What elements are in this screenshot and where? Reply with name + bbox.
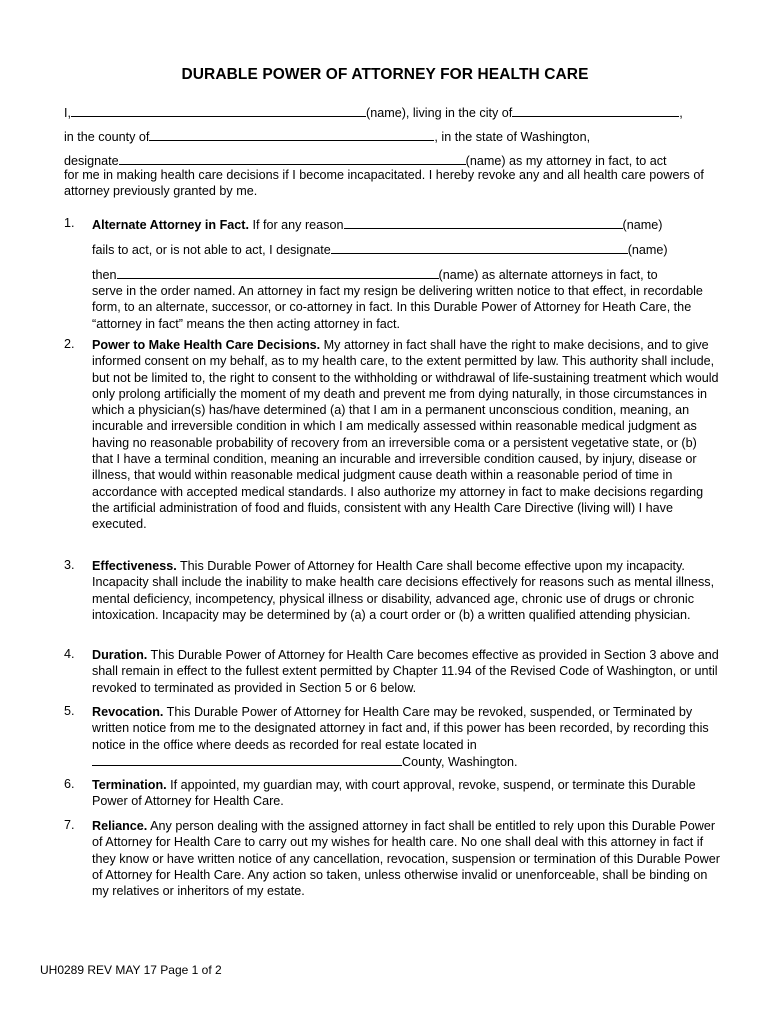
section-6: 6. Termination. If appointed, my guardian may, with court approval, revoke, suspend, or terminate this Durable Power of Attorney for Health Care. — [64, 777, 696, 809]
intro-line-1: I, (name), living in the city of , — [64, 106, 683, 120]
intro-line-2: in the county of , in the state of Washington, — [64, 130, 591, 144]
intro-revocation-text: for me in making health care decisions if I become incapacitated. I hereby revoke any and all health care powers of attorney previously granted by me. — [64, 168, 704, 199]
alternate-attorney-field[interactable] — [331, 241, 628, 254]
section-1-text: serve in the order named. An attorney in fact my resign be delivering written notice to that effect, in recordable form, to an alternate, successor, or co-attorney in fact. In this Durable Power of Attorney for Heath Care, the “attorney in fact” means the then acting attorney in fact. — [92, 284, 703, 331]
section-4-text: This Durable Power of Attorney for Health Care becomes effective as provided in Section 3 above and shall remain in effect to the fullest extent permitted by Chapter 11.94 of the Revised Code of Washington, or until revoked to terminated as provided in Section 5 or 6 below. — [92, 648, 719, 695]
section-2-text: My attorney in fact shall have the right to make decisions, and to give informed consent on my behalf, as to my health care, to the extent permitted by law. This authority shall include, but not be limited to, the right to consent to the withholding or withdrawal of life-sustaining treatment which would only prolong artificially the moment of my death and prevent me from dying naturally, in those circumstances in which a physician(s) has/have determined (a) that I am in a permanent unconscious condition, meaning, an incurable and irreversible condition in which I am medically assessed within reasonable medical judgment as having no reasonable probability of recovery from an irreversible coma or a persistent vegetative state, or (b) that I have a terminal condition, meaning an incurable and irreversible condition caused, by injury, disease or illness, that would within reasonable medical judgment cause death within a reasonable period of time in accordance with accepted medical standards. I also authorize my attorney in fact to make decisions regarding the artificial administration of food and fluids, consistent with any Health Care Directive (living will) I have executed. — [92, 338, 719, 532]
section-3: 3. Effectiveness. This Durable Power of Attorney for Health Care shall become effective upon my incapacity. Incapacity shall include the inability to make health care decisions effectively for reasons such as mental illness, mental deficiency, incompetency, physical illness or disability, advanced age, chronic use of drugs or chronic intoxication. Incapacity may be determined by (a) a court order or (b) a written qualified attending physician. — [64, 558, 715, 622]
intro-line-3: designate (name) as my attorney in fact, to act — [64, 154, 667, 168]
city-field[interactable] — [512, 104, 679, 117]
name-field[interactable] — [71, 104, 366, 117]
attorney-name-field[interactable] — [119, 152, 466, 165]
section-7-text: Any person dealing with the assigned attorney in fact shall be entitled to rely upon this Durable Power of Attorney for Health Care to carry out my wishes for health care. No one shall deal with this attorney in fact if they know or have written notice of any cancellation, revocation, suspension or termination of this Durable Power of Attorney for Health Care. Any action so taken, unless otherwise invalid or unenforceable, shall be binding on my relatives or inheritors of my estate. — [92, 819, 720, 899]
document-title: DURABLE POWER OF ATTORNEY FOR HEALTH CARE — [181, 66, 589, 83]
section-3-text: This Durable Power of Attorney for Health Care shall become effective upon my incapacity. Incapacity shall include the inability to make health care decisions effectively for reasons such as mental illness, mental deficiency, incompetency, physical illness or disability, advanced age, chronic use of drugs or chronic intoxication. Incapacity may be determined by (a) a court order or (b) a written qualified attending physician. — [92, 559, 715, 622]
revocation-county-field[interactable] — [92, 753, 402, 766]
alternate-reason-field[interactable] — [344, 216, 623, 229]
county-field[interactable] — [149, 128, 434, 141]
second-alternate-field[interactable] — [117, 266, 439, 279]
section-2: 2. Power to Make Health Care Decisions. My attorney in fact shall have the right to make decisions, and to give informed consent on my behalf, as to my health care, to the extent permitted by law. This authority shall include, but not be limited to, the right to consent to the withholding or withdrawal of life-sustaining treatment which would only prolong artificially the moment of my death and prevent me from dying naturally, in those circumstances in which a physician(s) has/have determined (a) that I am in a permanent unconscious condition, meaning, an incurable and irreversible condition in which I am medically assessed within reasonable medical judgment as having no reasonable probability of recovery from an irreversible coma or a persistent vegetative state, or (b) that I have a terminal condition, meaning an incurable and irreversible condition caused, by injury, disease or illness, that would within reasonable medical judgment cause death within a reasonable period of time in accordance with accepted medical standards. I also authorize my attorney in fact to make decisions regarding the artificial administration of food and fluids, consistent with any Health Care Directive (living will) I have executed. — [64, 337, 719, 532]
section-1: 1. Alternate Attorney in Fact. If for any reason (name) fails to act, or is not able to act, I designate (name) then (name) as alternate attorneys in fact, to serve in the order named. An attorney in fact my resign be delivering written notice to that effect, in recordable form, to an alternate, successor, or co-attorney in fact. In this Durable Power of Attorney for Heath Care, the “attorney in fact” means the then acting attorney in fact. — [64, 216, 720, 332]
section-5: 5. Revocation. This Durable Power of Attorney for Health Care may be revoked, suspended, or Terminated by written notice from me to the designated attorney in fact and, if this power has been recorded, by recording this notice in the office where deeds as recorded for real estate located in County, Washington. — [64, 704, 709, 769]
section-4: 4. Duration. This Durable Power of Attorney for Health Care becomes effective as provided in Section 3 above and shall remain in effect to the fullest extent permitted by Chapter 11.94 of the Revised Code of Washington, or until revoked to terminated as provided in Section 5 or 6 below. — [64, 647, 719, 695]
section-7: 7. Reliance. Any person dealing with the assigned attorney in fact shall be entitled to rely upon this Durable Power of Attorney for Health Care to carry out my wishes for health care. No one shall deal with this attorney in fact if they know or have written notice of any cancellation, revocation, suspension or termination of this Durable Power of Attorney for Health Care. Any action so taken, unless otherwise invalid or unenforceable, shall be binding on my relatives or inheritors of my estate. — [64, 818, 720, 899]
page-footer: UH0289 REV MAY 17 Page 1 of 2 — [40, 963, 222, 977]
section-6-text: If appointed, my guardian may, with court approval, revoke, suspend, or terminate this Durable Power of Attorney for Health Care. — [92, 778, 696, 809]
section-5-text: This Durable Power of Attorney for Health Care may be revoked, suspended, or Terminated by written notice from me to the designated attorney in fact and, if this power has been recorded, by recording this notice in the office where deeds as recorded for real estate located in — [92, 705, 709, 752]
